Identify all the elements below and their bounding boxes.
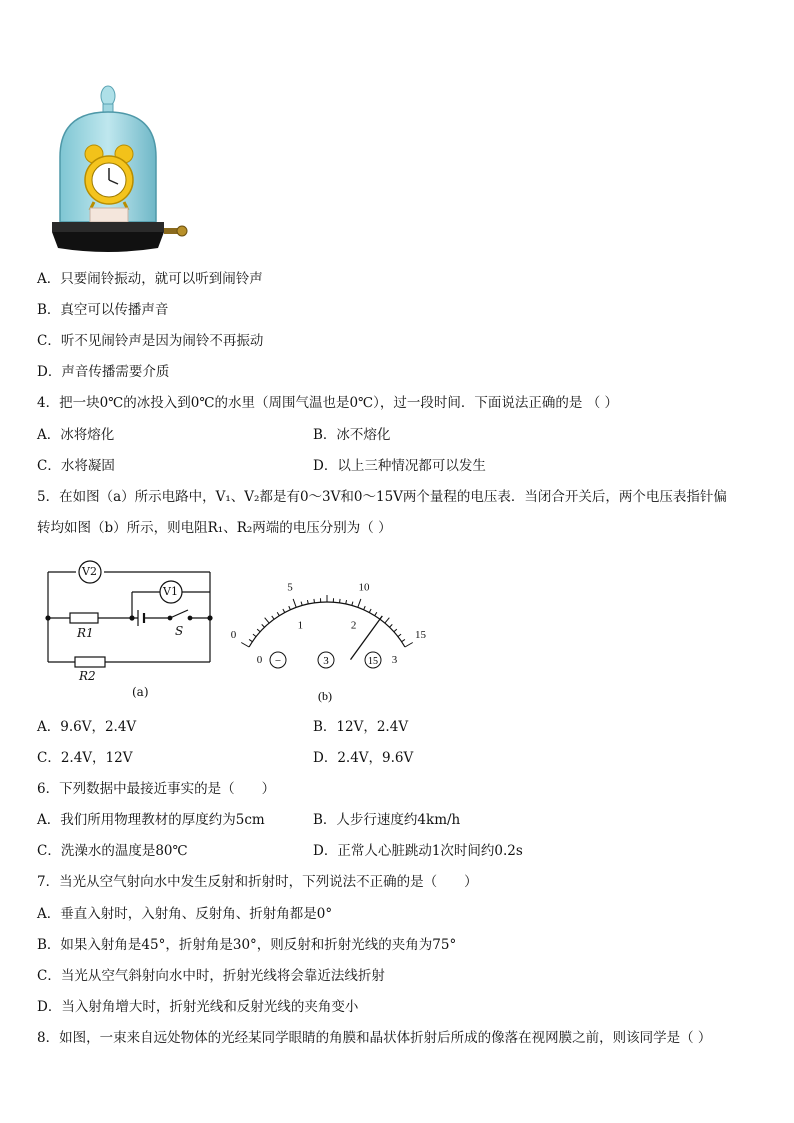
q3-option-a: A．只要闹铃振动，就可以听到闹铃声 [37,271,263,287]
dial-tick [241,643,249,648]
q7-option-d: D．当入射角增大时，折射光线和反射光线的夹角变小 [37,999,359,1015]
q5-option-c: C．2.4V，12V [37,750,133,766]
terminal-negative: − [274,655,282,667]
dial-tick [385,618,389,623]
q6-option-a: A．我们所用物理教材的厚度约为5cm [37,812,265,828]
dial-tick [390,624,393,627]
dial-tick [369,609,371,613]
q4-option-b: B．冰不熔化 [313,427,391,443]
dial-tick [289,606,291,610]
q6-option-d: D．正常人心脏跳动1次时间约0.2s [313,843,523,859]
inner-scale-label: 0 [256,654,263,666]
dial-tick [394,629,397,632]
terminal-3: 3 [323,655,329,667]
dial-tick [402,639,405,641]
dial-tick [358,599,361,607]
q5-option-a: A．9.6V，2.4V [37,719,137,735]
q6-stem: 6．下列数据中最接近事实的是（ ） [37,781,276,797]
dial-tick [283,609,285,613]
q5-option-d: D．2.4V，9.6V [313,750,414,766]
dial-tick [340,599,341,603]
dial-tick [314,599,315,603]
q3-option-c: C．听不见闹铃声是因为闹铃不再振动 [37,333,264,349]
bell-jar-figure [48,82,190,260]
top-scale-label: 10 [358,581,370,594]
q7-stem: 7．当光从空气射向水中发生反射和折射时，下列说法不正确的是（ ） [37,874,478,890]
q4-stem: 4．把一块0℃的冰投入到0℃的水里（周围气温也是0℃），过一段时间．下面说法正确的是 （ ） [37,395,618,411]
q5-option-b: B．12V，2.4V [313,719,409,735]
dial-tick [398,634,401,636]
dial-tick [346,600,347,604]
r1-label: R1 [77,626,94,640]
q5-stem-line2: 转均如图（b）所示，则电阻R₁、R₂两端的电压分别为（ ） [37,520,392,536]
dial-tick [265,618,269,623]
dial-svg [222,552,432,712]
inner-scale-label: 2 [350,619,357,632]
dial-tick [253,634,256,636]
r2-label: R2 [79,669,96,683]
dial-tick [301,602,302,606]
q8-stem: 8．如图，一束来自远处物体的光经某同学眼睛的角膜和晶状体折射后所成的像落在视网膜之前，则该同学是（ ） [37,1030,712,1046]
q7-option-c: C．当光从空气斜射向水中时，折射光线将会靠近法线折射 [37,968,385,984]
top-scale-label: 5 [287,581,293,594]
q4-option-d: D．以上三种情况都可以发生 [313,458,486,474]
q7-option-a: A．垂直入射时，入射角、反射角、折射角都是0° [37,906,333,922]
figure-a-caption: (a) [132,685,149,699]
dial-tick [307,600,308,604]
q4-option-c: C．水将凝固 [37,458,115,474]
inner-scale-label: 1 [297,619,304,632]
dial-tick [257,629,260,632]
top-scale-label: 15 [415,629,427,641]
dial-tick [277,612,279,615]
q4-option-a: A．冰将熔化 [37,427,115,443]
circuit-diagram [40,560,220,700]
voltmeter-dial [222,552,432,712]
dial-tick [405,643,413,648]
top-scale-label: 0 [230,629,237,641]
v2-label: V2 [82,565,97,578]
q6-option-b: B．人步行速度约4km/h [313,812,461,828]
dial-tick [272,616,274,619]
v1-label: V1 [163,585,178,598]
dial-tick [375,612,377,615]
dial-tick [262,624,265,627]
inner-scale-label: 3 [391,654,398,666]
dial-tick [249,639,252,641]
q7-option-b: B．如果入射角是45°，折射角是30°，则反射和折射光线的夹角为75° [37,937,457,953]
q3-option-b: B．真空可以传播声音 [37,302,169,318]
dial-tick [293,599,296,607]
terminal-15: 15 [368,656,378,667]
q3-option-d: D．声音传播需要介质 [37,364,170,380]
s-label: S [175,624,184,638]
dial-tick [352,602,353,606]
q6-option-c: C．洗澡水的温度是80℃ [37,843,188,859]
figure-b-caption: (b) [318,689,332,703]
dial-tick [364,606,366,610]
q5-stem-line1: 5．在如图（a）所示电路中，V₁、V₂都是有0～3V和0～15V两个量程的电压表．当闭合开关后，两个电压表指针偏 [37,489,727,505]
